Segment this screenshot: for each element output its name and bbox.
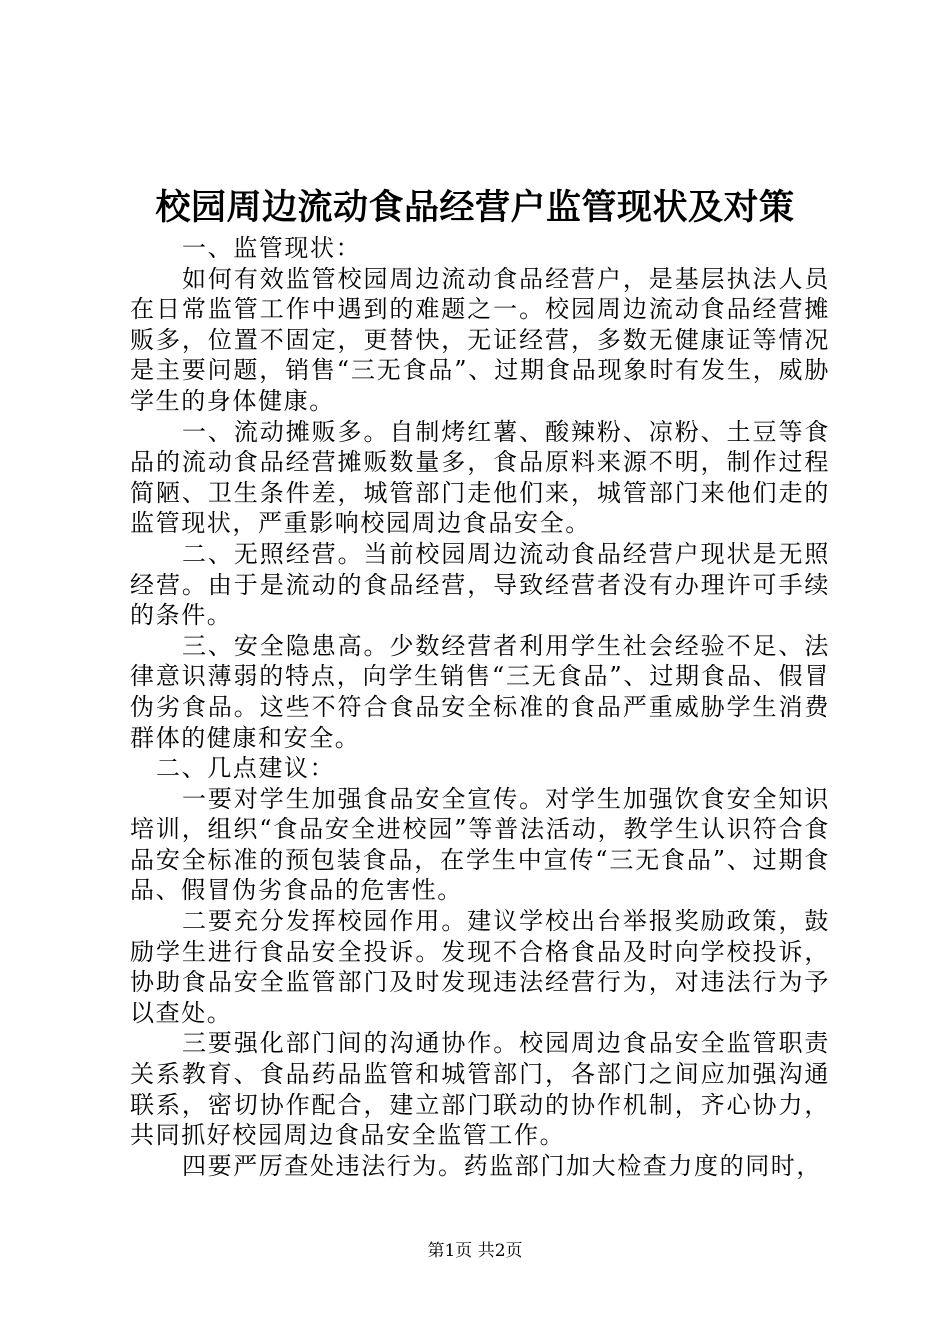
paragraph-many-vendors: 一、流动摊贩多。自制烤红薯、酸辣粉、凉粉、土豆等食品的流动食品经营摊贩数量多，食品原料来源不明，制作过程简陋、卫生条件差，城管部门走他们来，城管部门来他们走的监管现状，严重影响校园周边食品安全。 bbox=[130, 417, 830, 538]
paragraph-safety-risks: 三、安全隐患高。少数经营者利用学生社会经验不足、法律意识薄弱的特点，向学生销售“三无食品”、过期食品、假冒伪劣食品。这些不符合食品安全标准的食品严重威胁学生消费群体的健康和安全。 bbox=[130, 631, 830, 752]
paragraph-intro: 如何有效监管校园周边流动食品经营户，是基层执法人员在日常监管工作中遇到的难题之一。校园周边流动食品经营摊贩多，位置不固定，更替快，无证经营，多数无健康证等情况是主要问题，销售“三无食品”、过期食品现象时有发生，威胁学生的身体健康。 bbox=[130, 264, 830, 415]
section-heading-status: 一、监管现状： bbox=[182, 234, 362, 262]
document-title: 校园周边流动食品经营户监管现状及对策 bbox=[155, 187, 795, 228]
paragraph-unlicensed: 二、无照经营。当前校园周边流动食品经营户现状是无照经营。由于是流动的食品经营，导致经营者没有办理许可手续的条件。 bbox=[130, 539, 830, 630]
paragraph-suggestion-1: 一要对学生加强食品安全宣传。对学生加强饮食安全知识培训，组织“食品安全进校园”等普法活动，教学生认识符合食品安全标准的预包装食品，在学生中宣传“三无食品”、过期食品、假冒伪劣食品的危害性。 bbox=[130, 784, 830, 905]
section-heading-suggestions: 二、几点建议： bbox=[156, 754, 336, 783]
paragraph-suggestion-3: 三要强化部门间的沟通协作。校园周边食品安全监管职责关系教育、食品药品监管和城管部门，各部门之间应加强沟通联系，密切协作配合，建立部门联动的协作机制，齐心协力，共同抓好校园周边食品安全监管工作。 bbox=[130, 1029, 830, 1150]
document-body bbox=[130, 233, 830, 1181]
paragraph-suggestion-2: 二要充分发挥校园作用。建议学校出台举报奖励政策，鼓励学生进行食品安全投诉。发现不合格食品及时向学校投诉，协助食品安全监管部门及时发现违法经营行为，对违法行为予以查处。 bbox=[130, 907, 830, 1027]
paragraph-suggestion-4: 四要严厉查处违法行为。药监部门加大检查力度的同时， bbox=[182, 1151, 822, 1180]
page-footer: 第1页 共2页 bbox=[427, 1241, 523, 1261]
